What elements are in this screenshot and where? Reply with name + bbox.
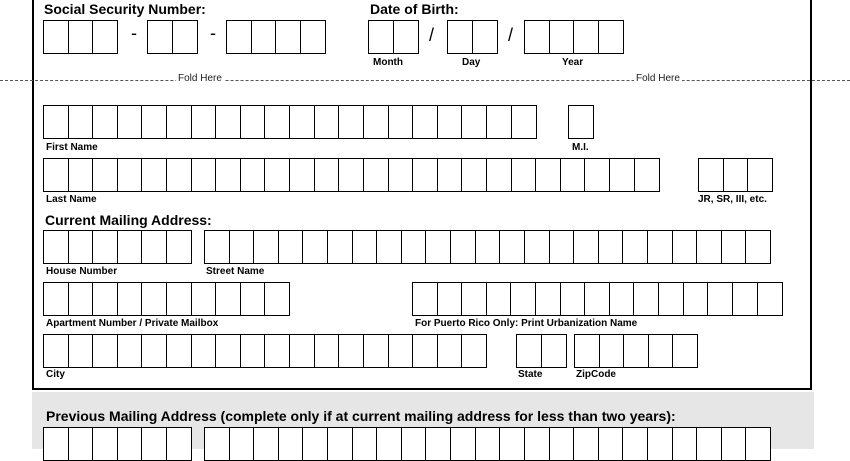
previous-street-name-char-box[interactable] [401, 427, 427, 461]
zipcode-char-box[interactable] [648, 334, 674, 368]
city-char-box[interactable] [437, 334, 463, 368]
last-name-char-box[interactable] [289, 158, 315, 192]
dob-year-boxes[interactable] [524, 20, 622, 54]
city-char-box[interactable] [92, 334, 118, 368]
dob-separator-2: / [508, 25, 514, 45]
street-name-char-box[interactable] [475, 230, 501, 264]
first-name-char-box[interactable] [215, 105, 241, 139]
urbanization-char-box[interactable] [461, 282, 487, 316]
urbanization-char-box[interactable] [584, 282, 610, 316]
previous-street-name-boxes[interactable] [204, 427, 770, 461]
street-name-char-box[interactable] [622, 230, 648, 264]
state-boxes[interactable] [516, 334, 565, 368]
dob-year-label: Year [562, 57, 584, 68]
street-name-char-box[interactable] [229, 230, 255, 264]
city-char-box[interactable] [461, 334, 487, 368]
street-name-char-box[interactable] [376, 230, 402, 264]
house-number-char-box[interactable] [166, 230, 192, 264]
street-name-char-box[interactable] [524, 230, 550, 264]
street-name-char-box[interactable] [647, 230, 673, 264]
previous-house-number-char-box[interactable] [166, 427, 192, 461]
city-char-box[interactable] [363, 334, 389, 368]
state-char-box[interactable] [541, 334, 567, 368]
suffix-char-box[interactable] [698, 158, 724, 192]
street-name-boxes[interactable] [204, 230, 770, 264]
suffix-char-box[interactable] [723, 158, 749, 192]
urbanization-char-box[interactable] [560, 282, 586, 316]
dob-month-char-box[interactable] [393, 20, 419, 54]
city-char-box[interactable] [338, 334, 364, 368]
first-name-char-box[interactable] [191, 105, 217, 139]
last-name-char-box[interactable] [240, 158, 266, 192]
previous-street-name-char-box[interactable] [499, 427, 525, 461]
last-name-char-box[interactable] [412, 158, 438, 192]
first-name-char-box[interactable] [117, 105, 143, 139]
previous-street-name-char-box[interactable] [327, 427, 353, 461]
last-name-char-box[interactable] [264, 158, 290, 192]
ssn-group-char-box[interactable] [147, 20, 173, 54]
last-name-char-box[interactable] [461, 158, 487, 192]
apartment-label: Apartment Number / Private Mailbox [46, 318, 219, 329]
city-char-box[interactable] [240, 334, 266, 368]
dob-label: Date of Birth: [370, 1, 459, 17]
house-number-char-box[interactable] [92, 230, 118, 264]
apartment-char-box[interactable] [68, 282, 94, 316]
ssn-group-char-box[interactable] [172, 20, 198, 54]
first-name-char-box[interactable] [486, 105, 512, 139]
ssn-area-char-box[interactable] [43, 20, 69, 54]
city-char-box[interactable] [117, 334, 143, 368]
ssn-serial-boxes[interactable] [226, 20, 324, 54]
urbanization-char-box[interactable] [658, 282, 684, 316]
street-name-char-box[interactable] [573, 230, 599, 264]
ssn-separator-2: - [210, 23, 216, 43]
previous-house-number-char-box[interactable] [117, 427, 143, 461]
city-char-box[interactable] [314, 334, 340, 368]
dob-year-char-box[interactable] [573, 20, 599, 54]
previous-street-name-char-box[interactable] [672, 427, 698, 461]
ssn-serial-char-box[interactable] [275, 20, 301, 54]
zipcode-label: ZipCode [576, 369, 616, 380]
first-name-char-box[interactable] [314, 105, 340, 139]
previous-street-name-char-box[interactable] [302, 427, 328, 461]
first-name-char-box[interactable] [338, 105, 364, 139]
first-name-char-box[interactable] [511, 105, 537, 139]
first-name-char-box[interactable] [412, 105, 438, 139]
house-number-boxes[interactable] [43, 230, 191, 264]
street-name-char-box[interactable] [253, 230, 279, 264]
urbanization-char-box[interactable] [510, 282, 536, 316]
last-name-char-box[interactable] [338, 158, 364, 192]
street-name-char-box[interactable] [696, 230, 722, 264]
street-name-char-box[interactable] [327, 230, 353, 264]
last-name-label: Last Name [46, 194, 97, 205]
apartment-char-box[interactable] [215, 282, 241, 316]
street-name-char-box[interactable] [278, 230, 304, 264]
first-name-char-box[interactable] [92, 105, 118, 139]
house-number-char-box[interactable] [141, 230, 167, 264]
previous-street-name-char-box[interactable] [253, 427, 279, 461]
house-number-char-box[interactable] [117, 230, 143, 264]
previous-street-name-char-box[interactable] [376, 427, 402, 461]
previous-street-name-char-box[interactable] [204, 427, 230, 461]
last-name-char-box[interactable] [191, 158, 217, 192]
urbanization-char-box[interactable] [757, 282, 783, 316]
last-name-char-box[interactable] [584, 158, 610, 192]
urbanization-label: For Puerto Rico Only: Print Urbanization Name [415, 318, 638, 329]
city-char-box[interactable] [166, 334, 192, 368]
street-name-char-box[interactable] [450, 230, 476, 264]
ssn-group-boxes[interactable] [147, 20, 196, 54]
city-char-box[interactable] [264, 334, 290, 368]
street-name-char-box[interactable] [302, 230, 328, 264]
urbanization-char-box[interactable] [437, 282, 463, 316]
city-label: City [46, 369, 65, 380]
dob-month-char-box[interactable] [368, 20, 394, 54]
urbanization-char-box[interactable] [486, 282, 512, 316]
fold-label-left: Fold Here [178, 73, 222, 84]
street-name-label: Street Name [206, 266, 265, 277]
first-name-char-box[interactable] [141, 105, 167, 139]
previous-street-name-char-box[interactable] [622, 427, 648, 461]
street-name-char-box[interactable] [401, 230, 427, 264]
ssn-serial-char-box[interactable] [226, 20, 252, 54]
dob-day-label: Day [462, 57, 481, 68]
street-name-char-box[interactable] [425, 230, 451, 264]
apartment-boxes[interactable] [43, 282, 289, 316]
apartment-char-box[interactable] [117, 282, 143, 316]
city-char-box[interactable] [191, 334, 217, 368]
urbanization-char-box[interactable] [707, 282, 733, 316]
ssn-area-boxes[interactable] [43, 20, 117, 54]
form-frame [32, 0, 812, 390]
first-name-char-box[interactable] [388, 105, 414, 139]
previous-house-number-char-box[interactable] [43, 427, 69, 461]
apartment-char-box[interactable] [92, 282, 118, 316]
first-name-char-box[interactable] [363, 105, 389, 139]
previous-house-number-char-box[interactable] [141, 427, 167, 461]
last-name-char-box[interactable] [314, 158, 340, 192]
ssn-serial-char-box[interactable] [300, 20, 326, 54]
dob-day-boxes[interactable] [447, 20, 496, 54]
ssn-label: Social Security Number: [44, 1, 206, 17]
urbanization-boxes[interactable] [412, 282, 781, 316]
last-name-char-box[interactable] [215, 158, 241, 192]
last-name-char-box[interactable] [511, 158, 537, 192]
city-char-box[interactable] [215, 334, 241, 368]
last-name-char-box[interactable] [388, 158, 414, 192]
city-boxes[interactable] [43, 334, 486, 368]
ssn-separator-1: - [131, 23, 137, 43]
previous-street-name-char-box[interactable] [573, 427, 599, 461]
last-name-char-box[interactable] [437, 158, 463, 192]
state-label: State [518, 369, 543, 380]
dob-year-char-box[interactable] [524, 20, 550, 54]
previous-street-name-char-box[interactable] [647, 427, 673, 461]
house-number-char-box[interactable] [68, 230, 94, 264]
zipcode-char-box[interactable] [599, 334, 625, 368]
zipcode-boxes[interactable] [574, 334, 697, 368]
zipcode-char-box[interactable] [623, 334, 649, 368]
previous-street-name-char-box[interactable] [745, 427, 771, 461]
last-name-char-box[interactable] [609, 158, 635, 192]
last-name-boxes[interactable] [43, 158, 658, 192]
apartment-char-box[interactable] [191, 282, 217, 316]
zipcode-char-box[interactable] [672, 334, 698, 368]
ssn-serial-char-box[interactable] [251, 20, 277, 54]
previous-street-name-char-box[interactable] [229, 427, 255, 461]
previous-street-name-char-box[interactable] [425, 427, 451, 461]
apartment-char-box[interactable] [43, 282, 69, 316]
fold-label-right: Fold Here [636, 73, 680, 84]
dob-day-char-box[interactable] [472, 20, 498, 54]
street-name-char-box[interactable] [721, 230, 747, 264]
suffix-boxes[interactable] [698, 158, 772, 192]
fold-line [0, 80, 850, 81]
last-name-char-box[interactable] [166, 158, 192, 192]
first-name-boxes[interactable] [43, 105, 535, 139]
dob-day-char-box[interactable] [447, 20, 473, 54]
last-name-char-box[interactable] [68, 158, 94, 192]
house-number-char-box[interactable] [43, 230, 69, 264]
last-name-char-box[interactable] [634, 158, 660, 192]
urbanization-char-box[interactable] [732, 282, 758, 316]
city-char-box[interactable] [43, 334, 69, 368]
first-name-char-box[interactable] [289, 105, 315, 139]
last-name-char-box[interactable] [363, 158, 389, 192]
first-name-char-box[interactable] [43, 105, 69, 139]
street-name-char-box[interactable] [598, 230, 624, 264]
state-char-box[interactable] [516, 334, 542, 368]
suffix-label: JR, SR, III, etc. [698, 194, 767, 205]
street-name-char-box[interactable] [549, 230, 575, 264]
previous-house-number-char-box[interactable] [92, 427, 118, 461]
last-name-char-box[interactable] [43, 158, 69, 192]
first-name-label: First Name [46, 142, 98, 153]
last-name-char-box[interactable] [486, 158, 512, 192]
previous-address-title: Previous Mailing Address (complete only if at current mailing address for less than two years): [46, 408, 676, 424]
previous-street-name-char-box[interactable] [696, 427, 722, 461]
suffix-char-box[interactable] [747, 158, 773, 192]
zipcode-char-box[interactable] [574, 334, 600, 368]
last-name-char-box[interactable] [117, 158, 143, 192]
street-name-char-box[interactable] [745, 230, 771, 264]
urbanization-char-box[interactable] [683, 282, 709, 316]
apartment-char-box[interactable] [264, 282, 290, 316]
first-name-char-box[interactable] [461, 105, 487, 139]
middle-initial-box[interactable] [568, 105, 593, 139]
urbanization-char-box[interactable] [633, 282, 659, 316]
street-name-char-box[interactable] [204, 230, 230, 264]
previous-street-name-char-box[interactable] [598, 427, 624, 461]
previous-house-number-boxes[interactable] [43, 427, 191, 461]
last-name-char-box[interactable] [560, 158, 586, 192]
first-name-char-box[interactable] [437, 105, 463, 139]
urbanization-char-box[interactable] [609, 282, 635, 316]
last-name-char-box[interactable] [535, 158, 561, 192]
previous-street-name-char-box[interactable] [352, 427, 378, 461]
dob-separator-1: / [429, 25, 435, 45]
apartment-char-box[interactable] [166, 282, 192, 316]
previous-street-name-char-box[interactable] [475, 427, 501, 461]
current-address-title: Current Mailing Address: [45, 212, 212, 228]
street-name-char-box[interactable] [499, 230, 525, 264]
apartment-char-box[interactable] [240, 282, 266, 316]
city-char-box[interactable] [388, 334, 414, 368]
street-name-char-box[interactable] [352, 230, 378, 264]
dob-year-char-box[interactable] [598, 20, 624, 54]
middle-initial-box-char-box[interactable] [568, 105, 594, 139]
first-name-char-box[interactable] [264, 105, 290, 139]
house-number-label: House Number [46, 266, 118, 277]
previous-house-number-char-box[interactable] [68, 427, 94, 461]
previous-street-name-char-box[interactable] [524, 427, 550, 461]
city-char-box[interactable] [289, 334, 315, 368]
previous-street-name-char-box[interactable] [549, 427, 575, 461]
last-name-char-box[interactable] [141, 158, 167, 192]
street-name-char-box[interactable] [672, 230, 698, 264]
previous-street-name-char-box[interactable] [278, 427, 304, 461]
first-name-char-box[interactable] [68, 105, 94, 139]
first-name-char-box[interactable] [240, 105, 266, 139]
city-char-box[interactable] [68, 334, 94, 368]
previous-street-name-char-box[interactable] [450, 427, 476, 461]
city-char-box[interactable] [412, 334, 438, 368]
ssn-area-char-box[interactable] [68, 20, 94, 54]
dob-month-boxes[interactable] [368, 20, 417, 54]
dob-year-char-box[interactable] [549, 20, 575, 54]
urbanization-char-box[interactable] [412, 282, 438, 316]
dob-month-label: Month [373, 57, 403, 68]
last-name-char-box[interactable] [92, 158, 118, 192]
ssn-area-char-box[interactable] [92, 20, 118, 54]
urbanization-char-box[interactable] [535, 282, 561, 316]
middle-initial-label: M.I. [572, 142, 589, 153]
previous-street-name-char-box[interactable] [721, 427, 747, 461]
apartment-char-box[interactable] [141, 282, 167, 316]
first-name-char-box[interactable] [166, 105, 192, 139]
city-char-box[interactable] [141, 334, 167, 368]
